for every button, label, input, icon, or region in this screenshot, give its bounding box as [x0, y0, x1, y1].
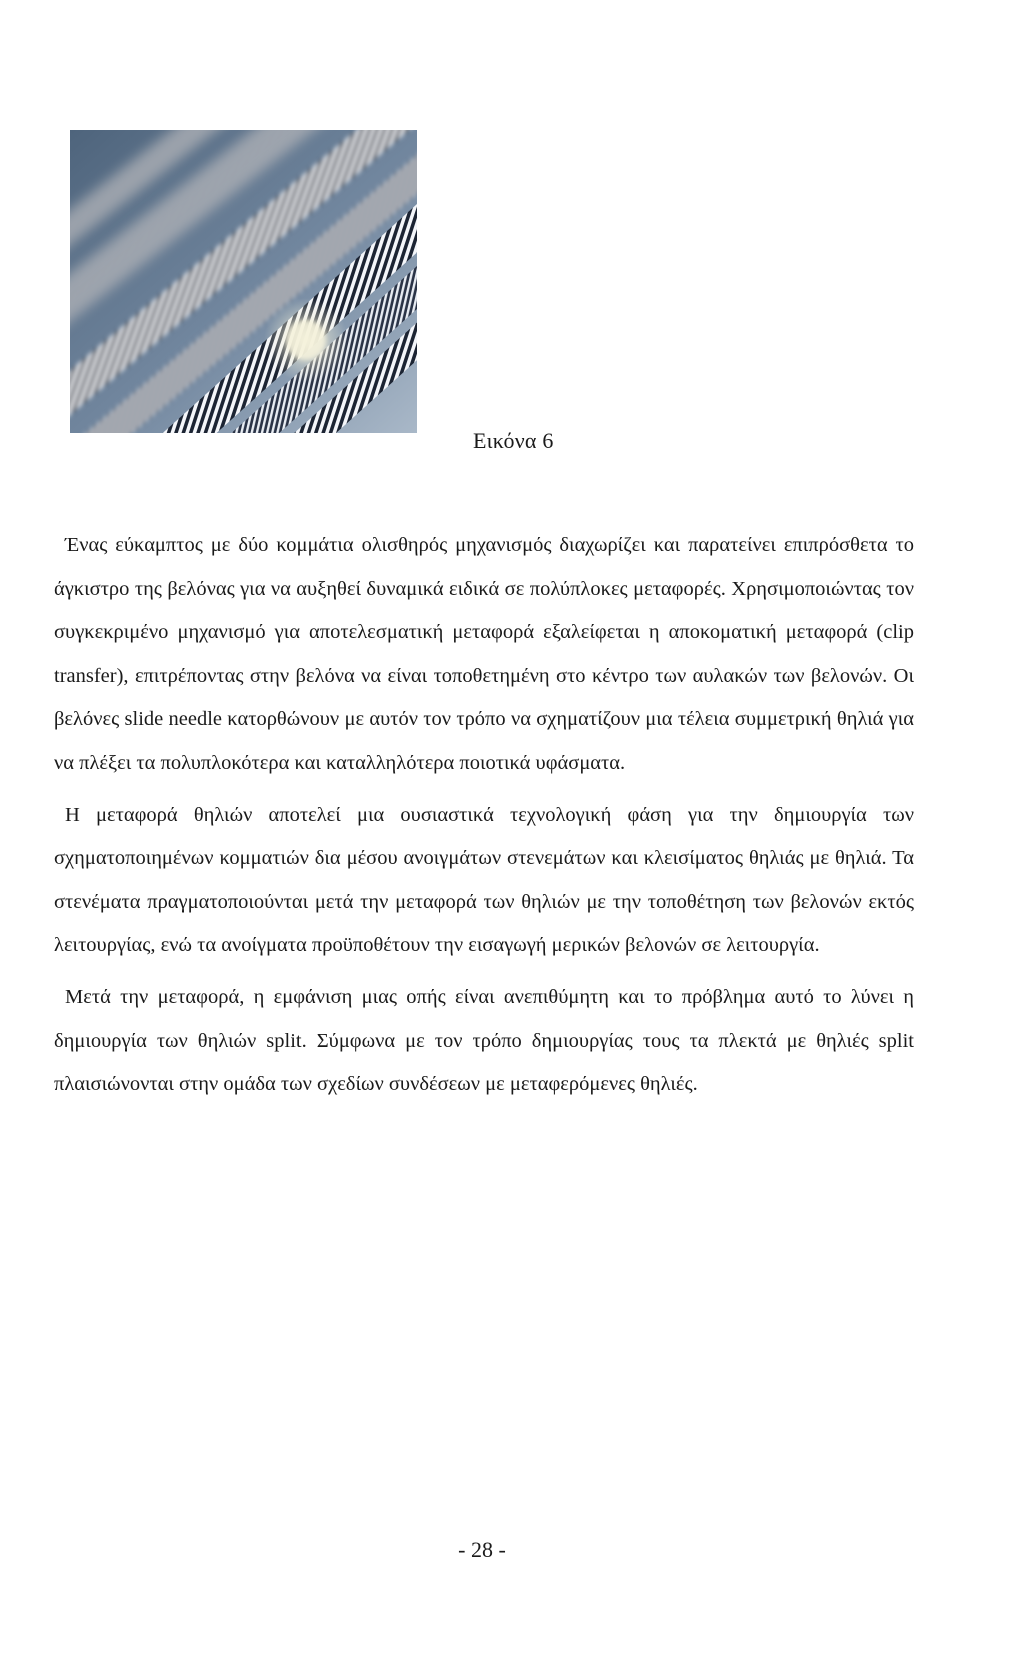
paragraph-3: Μετά την μεταφορά, η εμφάνιση μιας οπής είναι ανεπιθύμητη και το πρόβλημα αυτό το λύνει η δημιουργία των θηλιών split. Σύμφωνα με τον τρόπο δημιουργίας τους τα πλεκτά με θηλιές split πλαισιώνονται στην ομάδα των σχεδίων συνδέσεων με μεταφερόμενες θηλιές.: [54, 985, 914, 1096]
body-text: [54, 524, 914, 1107]
needles-illustration: [70, 130, 417, 433]
knitting-needles-photo: [70, 130, 417, 433]
paragraph-1: Ένας εύκαμπτος με δύο κομμάτια ολισθηρός μηχανισμός διαχωρίζει και παρατείνει επιπρόσθετα το άγκιστρο της βελόνας για να αυξηθεί δυναμικά ειδικά σε πολύπλοκες μεταφορές. Χρησιμοποιώντας τον συγκεκριμένο μηχανισμό για αποτελεσματική μεταφορά εξαλείφεται η αποκοματική μεταφορά (clip transfer), επιτρέποντας στην βελόνα να είναι τοποθετημένη στο κέντρο των αυλακών των βελονών. Οι βελόνες slide needle κατορθώνουν με αυτόν τον τρόπο να σχηματίζουν μια τέλεια συμμετρική θηλιά για να πλέξει τα πολυπλοκότερα και καταλληλότερα ποιοτικά υφάσματα.: [54, 534, 914, 774]
paragraph-2: Η μεταφορά θηλιών αποτελεί μια ουσιαστικά τεχνολογική φάση για την δημιουργία των σχηματοποιημένων κομματιών δια μέσου ανοιγμάτων στενεμάτων και κλεισίματος θηλιάς με θηλιά. Τα στενέματα πραγματοποιούνται μετά την μεταφορά των θηλιών με την τοποθέτηση των βελονών εκτός λειτουργίας, ενώ τα ανοίγματα προϋποθέτουν την εισαγωγή μερικών βελονών σε λειτουργία.: [54, 803, 914, 957]
figure-caption: Εικόνα 6: [473, 428, 554, 453]
page-number: - 28 -: [458, 1537, 506, 1562]
